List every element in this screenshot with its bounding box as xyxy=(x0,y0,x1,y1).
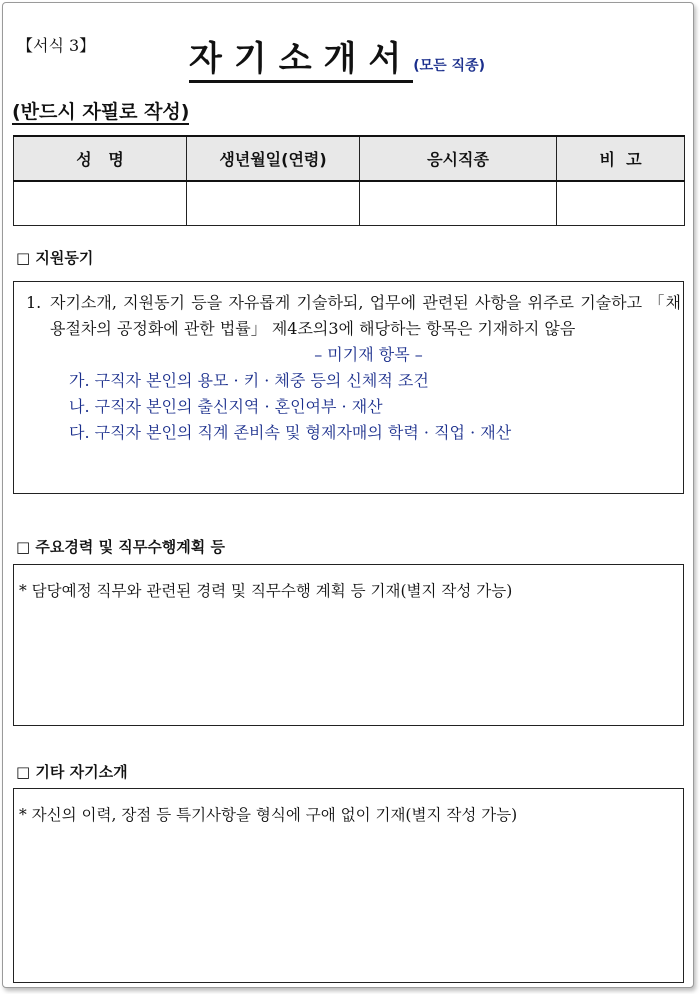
item-number: 1. xyxy=(26,293,42,312)
table-header-row xyxy=(14,136,685,181)
form-number: 【서식 3】 xyxy=(17,36,96,55)
motivation-box[interactable] xyxy=(13,281,684,494)
item-text: 자기소개, 지원동기 등을 자유롭게 기술하되, 업무에 관련된 사항을 위주로 기술하고 「채용절차의 공정화에 관한 법률」 제4조의3에 해당하는 항목은 기재하지 않음 xyxy=(50,293,681,338)
birthdate-cell[interactable] xyxy=(187,181,360,226)
document-title: 자기소개서 xyxy=(189,39,413,83)
other-guide: * 자신의 이력, 장점 등 특기사항을 형식에 구애 없이 기재(별지 작성 가능) xyxy=(19,806,518,824)
document-page xyxy=(2,2,694,988)
career-guide: * 담당예정 직무와 관련된 경력 및 직무수행 계획 등 기재(별지 작성 가능) xyxy=(19,582,513,600)
header-job-type: 응시직종 xyxy=(360,136,557,181)
job-type-cell[interactable] xyxy=(360,181,557,226)
name-cell[interactable] xyxy=(14,181,187,226)
remarks-cell[interactable] xyxy=(557,181,685,226)
applicant-info-table xyxy=(13,135,685,226)
motivation-instruction xyxy=(14,290,683,342)
header-name: 성 명 xyxy=(14,136,187,181)
excluded-item: 가. 구직자 본인의 용모 · 키 · 체중 등의 신체적 조건 xyxy=(69,371,429,390)
career-heading: □ 주요경력 및 직무수행계획 등 xyxy=(16,538,225,556)
table-row xyxy=(14,181,685,226)
excluded-items-title: – 미기재 항목 – xyxy=(314,345,423,364)
other-heading: □ 기타 자기소개 xyxy=(16,763,128,781)
handwriting-instruction: (반드시 자필로 작성) xyxy=(12,101,190,123)
header-birthdate: 생년월일(연령) xyxy=(187,136,360,181)
excluded-item: 나. 구직자 본인의 출신지역 · 혼인여부 · 재산 xyxy=(69,397,383,416)
motivation-heading: □ 지원동기 xyxy=(16,249,94,267)
other-intro-box[interactable] xyxy=(13,788,684,983)
career-box[interactable] xyxy=(13,564,684,726)
title-block xyxy=(189,31,485,80)
excluded-item: 다. 구직자 본인의 직계 존비속 및 형제자매의 학력 · 직업 · 재산 xyxy=(69,423,512,442)
title-note: (모든 직종) xyxy=(413,58,486,74)
header-remarks: 비 고 xyxy=(557,136,685,181)
